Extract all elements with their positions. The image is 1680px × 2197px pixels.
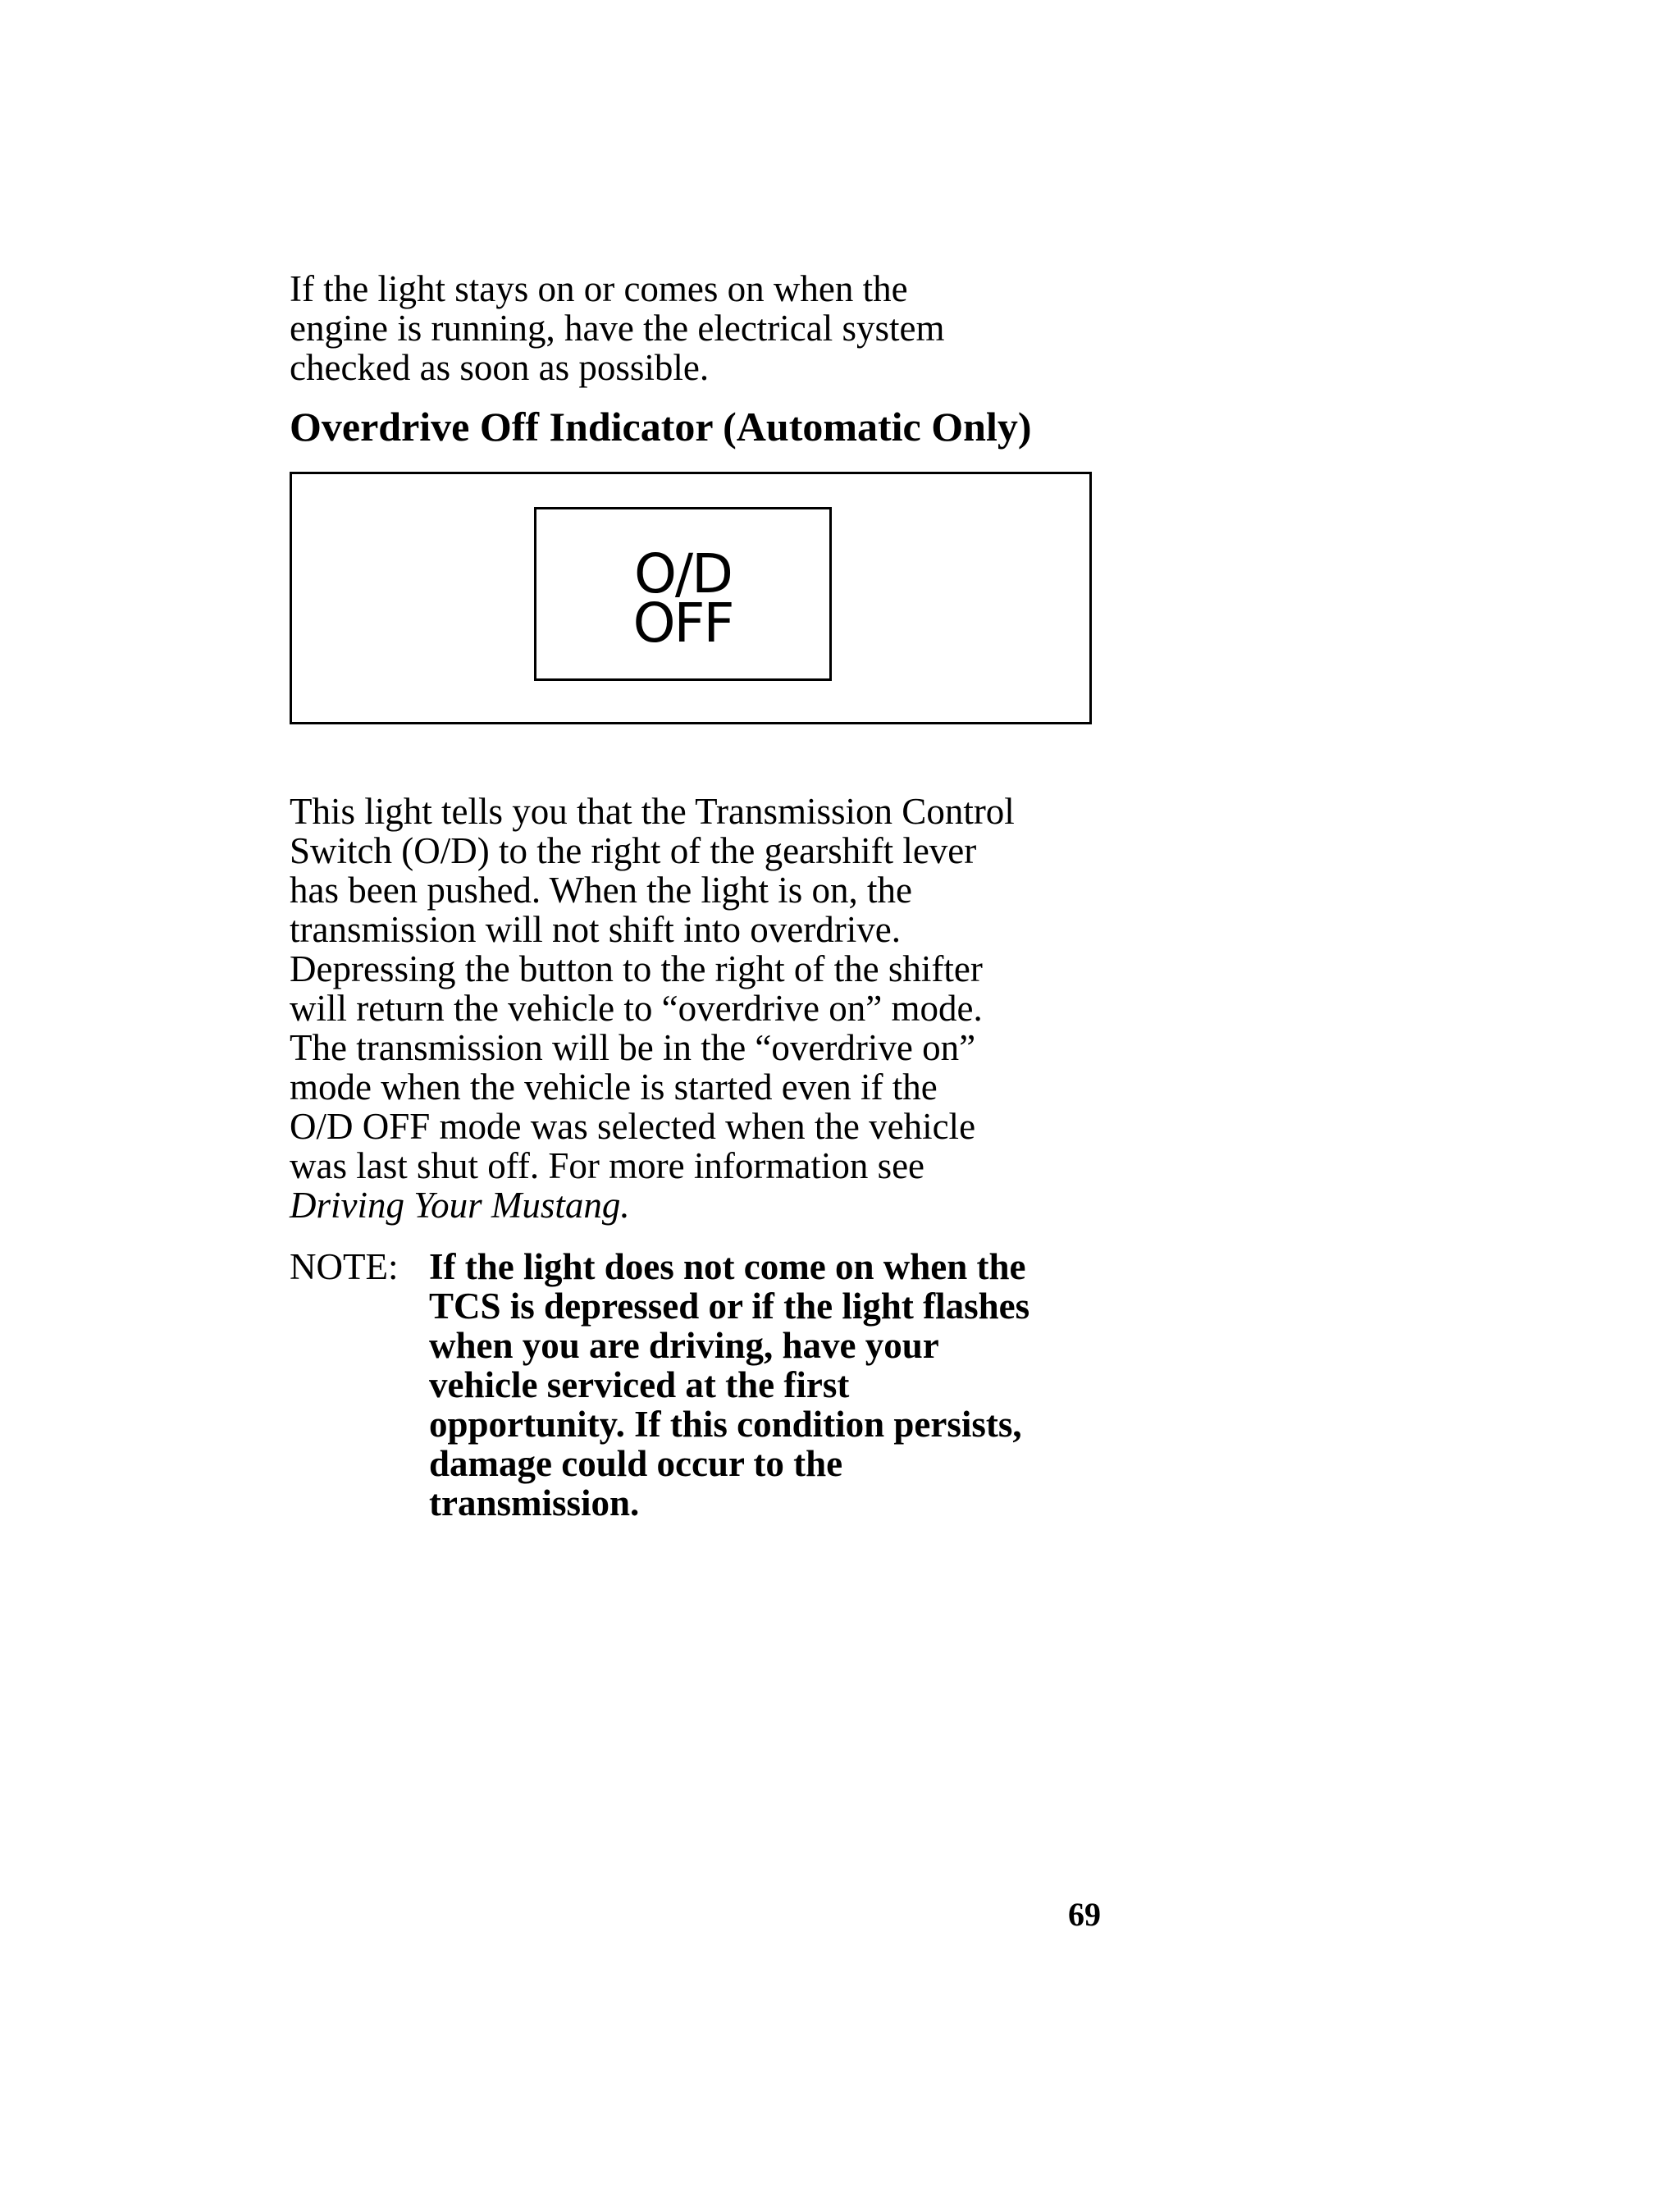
note-line: opportunity. If this condition persists, — [429, 1404, 1022, 1445]
cross-reference: Driving Your Mustang. — [290, 1185, 630, 1226]
body-line: This light tells you that the Transmission Control — [290, 791, 1015, 832]
body-line: Depressing the button to the right of the shifter — [290, 948, 983, 989]
page-number: 69 — [1068, 1896, 1101, 1933]
body-line: The transmission will be in the “overdrive on” — [290, 1027, 976, 1068]
body-line: transmission will not shift into overdrive. — [290, 909, 901, 950]
intro-paragraph — [290, 269, 1110, 387]
note-text — [429, 1247, 1029, 1523]
note-line: when you are driving, have your — [429, 1325, 939, 1366]
indicator-figure — [290, 472, 1092, 724]
body-line: will return the vehicle to “overdrive on” mode. — [290, 988, 983, 1029]
intro-line: If the light stays on or comes on when the — [290, 268, 908, 309]
section-heading: Overdrive Off Indicator (Automatic Only) — [290, 404, 1032, 450]
body-line: has been pushed. When the light is on, the — [290, 870, 913, 911]
note-line: damage could occur to the — [429, 1443, 843, 1484]
od-off-indicator-icon — [534, 507, 832, 681]
note-line: If the light does not come on when the — [429, 1246, 1026, 1287]
indicator-label-top: O/D — [633, 542, 732, 605]
body-line: O/D OFF mode was selected when the vehicle — [290, 1106, 976, 1147]
note-line: transmission. — [429, 1482, 640, 1523]
note-label: NOTE: — [290, 1246, 399, 1287]
note-line: vehicle serviced at the first — [429, 1364, 850, 1405]
note-line: TCS is depressed or if the light flashes — [429, 1286, 1030, 1327]
body-line: Switch (O/D) to the right of the gearshift lever — [290, 830, 977, 871]
body-paragraph — [290, 792, 1110, 1225]
body-line: mode when the vehicle is started even if the — [290, 1067, 938, 1108]
body-line: was last shut off. For more information see — [290, 1145, 925, 1186]
intro-line: engine is running, have the electrical system — [290, 308, 945, 349]
indicator-label-bottom: OFF — [632, 592, 733, 655]
intro-line: checked as soon as possible. — [290, 347, 710, 388]
